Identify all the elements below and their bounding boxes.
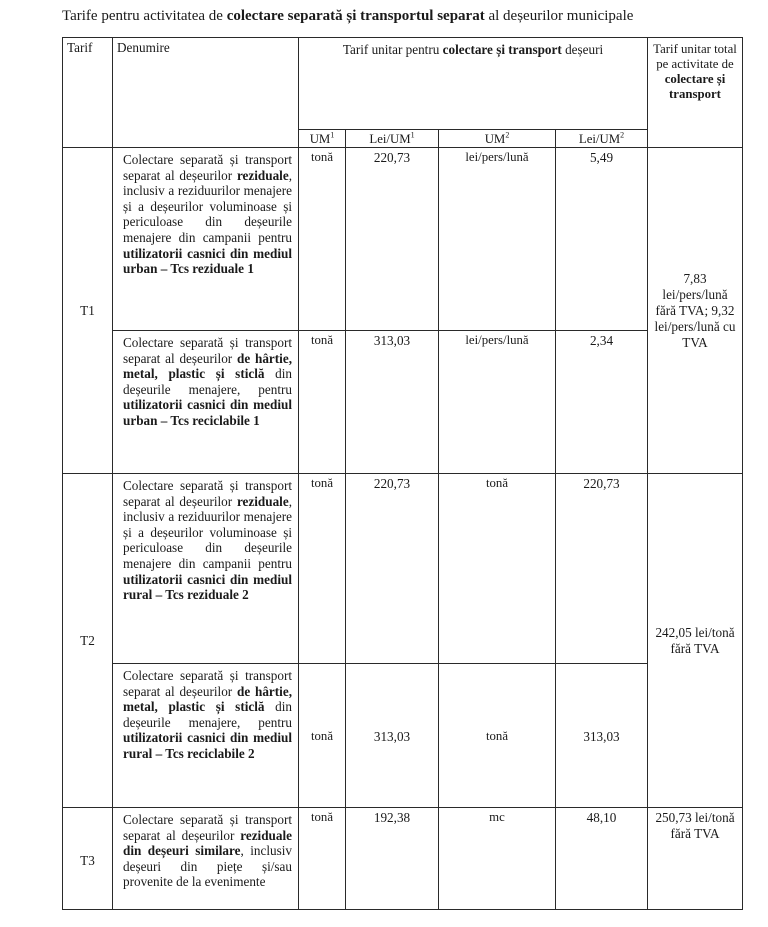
description-t1a: Colectare separată și transport separat al deșeurilor reziduale, inclusiv a reziduurilor menajere și a deșeurilor voluminoase și periculoase din deșeurile menajere din campanii pentru utilizatorii casnici din mediul urban – Tcs reziduale 1 bbox=[113, 148, 299, 331]
header-unit-tariff: Tarif unitar pentru colectare și transport deșeuri bbox=[299, 38, 648, 130]
table-row-t2a bbox=[63, 474, 743, 664]
total-t1: 7,83 lei/pers/lună fără TVA; 9,32 lei/pers/lună cu TVA bbox=[648, 148, 743, 474]
leium2-t1a: 5,49 bbox=[556, 148, 648, 331]
total-t2: 242,05 lei/tonă fără TVA bbox=[648, 474, 743, 808]
um1-t2a: tonă bbox=[299, 474, 346, 664]
um2-t3: mc bbox=[439, 808, 556, 910]
header-total-tariff: Tarif unitar total pe activitate de colectare și transport bbox=[648, 38, 743, 148]
description-t2a: Colectare separată și transport separat al deșeurilor reziduale, inclusiv a reziduurilor menajere și a deșeurilor voluminoase și periculoase din deșeurile menajere din campanii pentru utilizatorii casnici din mediul rural – Tcs reziduale 2 bbox=[113, 474, 299, 664]
title-text-end: al deșeurilor municipale bbox=[484, 8, 634, 24]
um1-t1a: tonă bbox=[299, 148, 346, 331]
description-t1b: Colectare separată și transport separat al deșeurilor de hârtie, metal, plastic și sticlă din deșeurile menajere, pentru utilizatorii casnici din mediul urban – Tcs reciclabile 1 bbox=[113, 331, 299, 474]
tariff-code-t2: T2 bbox=[63, 474, 113, 808]
tariff-code-t3: T3 bbox=[63, 808, 113, 910]
leium1-t2a: 220,73 bbox=[346, 474, 439, 664]
header-tarif: Tarif bbox=[63, 38, 113, 148]
title-text: Tarife pentru activitatea de bbox=[62, 8, 227, 24]
total-t3: 250,73 lei/tonă fără TVA bbox=[648, 808, 743, 910]
description-t2b: Colectare separată și transport separat al deșeurilor de hârtie, metal, plastic și sticlă din deșeurile menajere, pentru utilizatorii casnici din mediul rural – Tcs reciclabile 2 bbox=[113, 664, 299, 808]
title-bold: colectare separată și transportul separat bbox=[226, 8, 485, 24]
subheader-um2: $UM^2$ bbox=[439, 130, 556, 148]
subheader-leium1: Lei/$UM^1$ bbox=[346, 130, 439, 148]
leium1-t1a: 220,73 bbox=[346, 148, 439, 331]
tariff-code-t1: T1 bbox=[63, 148, 113, 474]
leium2-t2a: 220,73 bbox=[556, 474, 648, 664]
table-row-t3 bbox=[63, 808, 743, 910]
header-row bbox=[63, 38, 743, 130]
um2-t1a: lei/pers/lună bbox=[439, 148, 556, 331]
table-row-t1b bbox=[63, 331, 743, 474]
description-t3: Colectare separată și transport separat al deșeurilor reziduale din deșeuri similare, inclusiv deșeuri din piețe și/sau provenite de la evenimente bbox=[113, 808, 299, 910]
header-denumire: Denumire bbox=[113, 38, 299, 148]
document-title bbox=[62, 6, 762, 26]
um1-t2b: tonă bbox=[299, 664, 346, 808]
subheader-um1: $UM^1$ bbox=[299, 130, 346, 148]
um2-t2b: tonă bbox=[439, 664, 556, 808]
leium1-t2b: 313,03 bbox=[346, 664, 439, 808]
leium2-t2b: 313,03 bbox=[556, 664, 648, 808]
um2-t2a: tonă bbox=[439, 474, 556, 664]
um2-t1b: lei/pers/lună bbox=[439, 331, 556, 474]
leium1-t1b: 313,03 bbox=[346, 331, 439, 474]
leium1-t3: 192,38 bbox=[346, 808, 439, 910]
um1-t1b: tonă bbox=[299, 331, 346, 474]
leium2-t1b: 2,34 bbox=[556, 331, 648, 474]
tariff-table bbox=[62, 37, 743, 910]
table-row-t2b bbox=[63, 664, 743, 808]
subheader-leium2: Lei/$UM^2$ bbox=[556, 130, 648, 148]
leium2-t3: 48,10 bbox=[556, 808, 648, 910]
table-row-t1a bbox=[63, 148, 743, 331]
um1-t3: tonă bbox=[299, 808, 346, 910]
